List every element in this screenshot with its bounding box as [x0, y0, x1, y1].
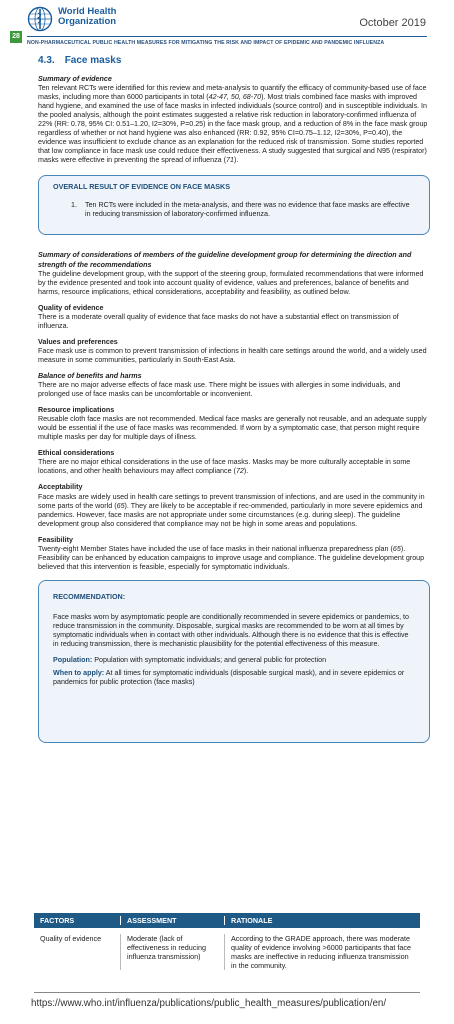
summary-text-c: ).: [233, 156, 239, 165]
acceptability-text-b: ). They are likely to be acceptable if rec-ommended, particularly in more severe epidemics and pandemics. However, face masks are not appropriate under some circumstances (e.g. during sleep). The guideline development group also considered that compliance may not be high in some areas and populations.: [38, 501, 423, 528]
page-number: 28: [10, 31, 22, 43]
feasibility-text-b: ). Feasibility can be enhanced by education campaigns to improve usage and compliance. The guideline development group believed that this intervention is feasible, especially for symptomatic individuals.: [38, 544, 425, 571]
table-header-row: [34, 913, 420, 928]
factors-table: [34, 913, 420, 970]
ethical-paragraph: [38, 458, 430, 476]
summary-text-a: Ten relevant RCTs were identified for this review and meta-analysis to quantify the efficacy of community-based use of face masks, including more than 6000 participants in total (: [38, 84, 427, 102]
balance-heading: Balance of benefits and harms: [38, 371, 142, 380]
values-heading: Values and preferences: [38, 337, 118, 346]
population-text: Population with symptomatic individuals; and general public for protection: [94, 656, 327, 665]
recommendation-title: RECOMMENDATION:: [53, 591, 126, 601]
acceptability-text-a: Face masks are widely used in health care settings to prevent transmission of infections, and are used in the community in some parts of the world (: [38, 492, 425, 510]
acceptability-ref: 65: [116, 501, 125, 510]
ethical-ref: 72: [235, 467, 244, 476]
overall-result-item-text: Ten RCTs were included in the meta-analysis, and there was no evidence that face masks are effective in reducing transmission of laboratory-confirmed influenza.: [85, 200, 410, 218]
org-name-line1: World Health: [58, 6, 117, 17]
when-text: At all times for symptomatic individuals (disposable surgical mask), and in severe epidemics or pandemics for public protection (face masks): [53, 669, 405, 687]
section-number: 4.3.: [38, 55, 55, 66]
org-name: [58, 7, 148, 27]
recommendation-population: [53, 656, 415, 665]
source-url: https://www.who.int/influenza/publications/public_health_measures/publication/en/: [31, 998, 387, 1009]
header-divider: [27, 36, 427, 37]
summary-paragraph: [38, 84, 430, 165]
ethical-heading: Ethical considerations: [38, 449, 115, 458]
overall-result-title: OVERALL RESULT OF EVIDENCE ON FACE MASKS: [53, 182, 231, 192]
recommendation-box: [38, 580, 430, 743]
recommendation-text: Face masks worn by asymptomatic people are conditionally recommended in severe epidemics or pandemics, to reduce transmission in the community. Disposable, surgical masks are recommended to be worn at all times by symptomatic individuals when in contact with other individuals. Although there is no evidence that this is effective in reducing transmission, there is mechanistic plausibility for the potential effectiveness of this measure.: [53, 612, 410, 649]
overall-result-item-number: 1.: [71, 200, 77, 209]
recommendation-when: [53, 669, 415, 687]
summary-refs-b: 71: [226, 156, 234, 165]
ethical-text-b: ).: [243, 467, 249, 476]
population-label: Population:: [53, 656, 93, 665]
acceptability-paragraph: [38, 493, 430, 529]
table-cell-rationale: According to the GRADE approach, there was moderate quality of evidence involving >6000 participants that face masks are ineffective in reducing influenza transmission in the community.: [224, 934, 420, 970]
table-cell-factor: Quality of evidence: [40, 934, 102, 943]
considerations-paragraph: The guideline development group, with the support of the steering group, formulated recommendations that were informed by the evidence presented and took into account quality of evidence, values and preferences, balance of benefits and harms, resource implications, ethical considerations, acceptability and feasibility, as outlined below.: [38, 269, 424, 296]
overall-result-box: [38, 175, 430, 235]
resource-paragraph: Reusable cloth face masks are not recommended. Medical face masks are generally not reusable, and an adequate supply would be essential if the use of face masks was recommended. If worn by a symptomatic case, that person might require multiple masks per day for multiple days of illness.: [38, 415, 427, 442]
table-row: [34, 928, 420, 970]
when-label: When to apply:: [53, 669, 105, 678]
balance-paragraph: There are no major adverse effects of face mask use. There might be issues with allergies in some individuals, and prolonged use of face masks can be uncomfortable or inconvenient.: [38, 381, 401, 399]
quality-paragraph: There is a moderate overall quality of evidence that face masks do not have a substantial effect on transmission of influenza.: [38, 312, 399, 330]
summary-text-b: ). Most trials combined face masks with improved hand hygiene, and examined the use of face masks in infected individuals (source control) and in susceptible individuals. In the pooled analysis, although the point estimates suggested a relative risk reduction in laboratory-confirmed influenza of 22% (RR: 0.78, 95% CI: 0.51–1.20, I2=30%, P=0.25) in the face mask group, and a reduction of 8% in the face mask group regardless of whether or not hand hygiene was also enhanced (RR: 0.92, 95% CI=0.75–1.12, I2=30%, P=0.40), the evidence was insufficient to exclude chance as an explanation for the reduced risk of transmission. Some studies reported that low compliance in face mask use could reduce their effectiveness. A study suggested that surgical and N95 (respirator) masks were effective in preventing the spread of influenza (: [38, 93, 428, 165]
feasibility-heading: Feasibility: [38, 535, 73, 544]
publication-date: October 2019: [359, 17, 426, 29]
values-paragraph: Face mask use is common to prevent transmission of infections in health care settings around the world, and a widely used measure in some communities, particularly in South-East Asia.: [38, 346, 427, 364]
summary-heading: Summary of evidence: [38, 75, 112, 83]
ethical-text-a: There are no major ethical considerations in the use of face masks. Masks may be more culturally acceptable in some locations, and other health behaviours may affect compliance (: [38, 458, 411, 476]
table-cell-assessment: Moderate (lack of effectiveness in reducing influenza transmission): [120, 934, 224, 970]
section-title: [38, 55, 430, 67]
overall-result-item: [53, 201, 415, 219]
who-emblem-icon: [27, 6, 53, 32]
org-name-line2: Organization: [58, 16, 117, 27]
considerations-heading: Summary of considerations of members of the guideline development group for determining the direction and strength of the recommendations: [38, 251, 412, 269]
acceptability-heading: Acceptability: [38, 483, 83, 492]
feasibility-ref: 65: [392, 544, 401, 553]
main-content: [38, 55, 430, 759]
page-header: [0, 0, 454, 48]
column-header-factors: FACTORS: [40, 916, 75, 925]
feasibility-paragraph: [38, 545, 430, 572]
table-bottom-rule: [34, 992, 420, 993]
summary-refs-a: 42-47, 50, 68-70: [208, 93, 262, 102]
quality-heading: Quality of evidence: [38, 303, 104, 312]
resource-heading: Resource implications: [38, 406, 115, 415]
column-header-assessment: ASSESSMENT: [120, 916, 224, 925]
column-header-rationale: RATIONALE: [224, 916, 420, 925]
section-title-text: Face masks: [64, 55, 122, 66]
running-title: NON-PHARMACEUTICAL PUBLIC HEALTH MEASURES FOR MITIGATING THE RISK AND IMPACT OF EPIDEMIC AND PANDEMIC INFLUENZA: [27, 40, 385, 46]
feasibility-text-a: Twenty-eight Member States have included the use of face masks in their national influenza preparedness plan (: [38, 544, 393, 553]
